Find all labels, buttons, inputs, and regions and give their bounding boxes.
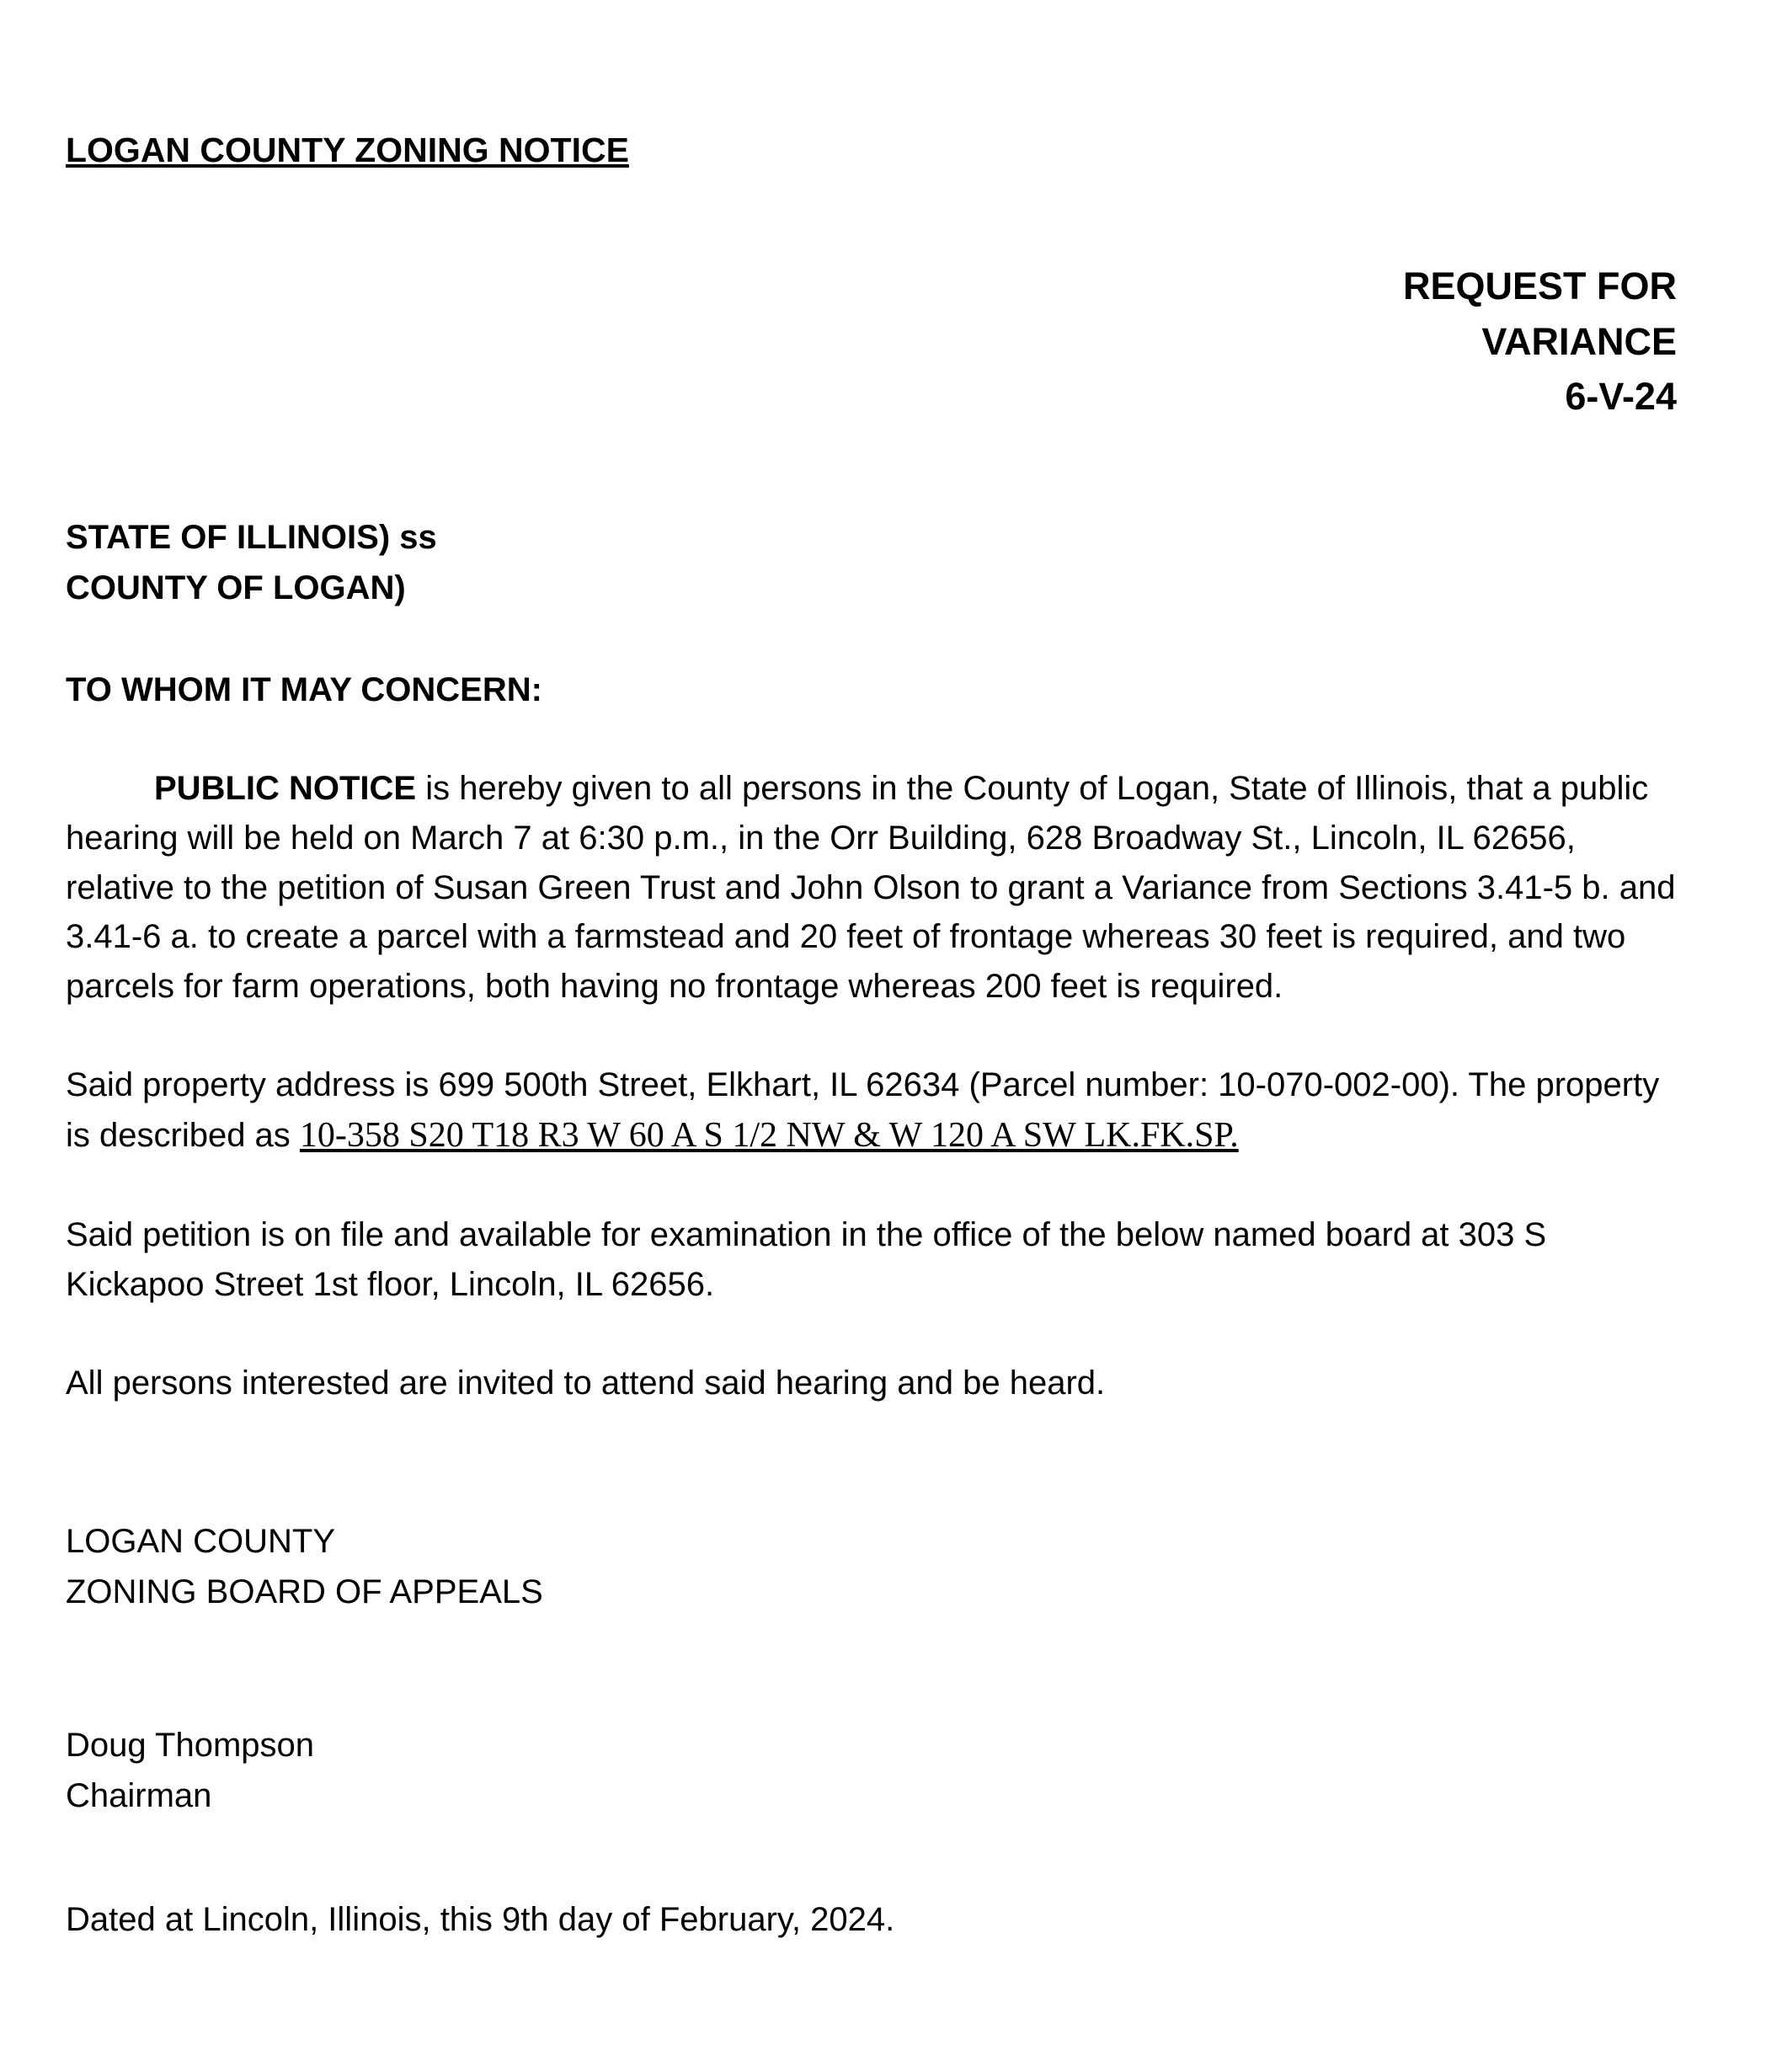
board-name-line-2: ZONING BOARD OF APPEALS <box>66 1573 543 1610</box>
property-paragraph <box>66 1060 1677 1162</box>
county-line: COUNTY OF LOGAN) <box>66 569 406 607</box>
document-title: LOGAN COUNTY ZONING NOTICE <box>66 131 629 169</box>
property-intro: Said property address is 699 500th Street, Elkhart, IL 62634 (Parcel number: 10-070-002-00). The property is described as <box>66 1065 1660 1154</box>
chairman-title: Chairman <box>66 1776 212 1814</box>
request-case-number: 6-V-24 <box>1565 374 1677 418</box>
public-notice-paragraph <box>66 764 1677 1012</box>
board-name-line-1: LOGAN COUNTY <box>66 1522 336 1560</box>
chairman-name: Doug Thompson <box>66 1726 314 1764</box>
signature-block <box>66 1720 1677 1821</box>
dated-line: Dated at Lincoln, Illinois, this 9th day of February, 2024. <box>66 1900 895 1938</box>
request-line-variance: VARIANCE <box>1481 319 1677 363</box>
venue-block <box>66 512 1677 613</box>
request-line-type: REQUEST FOR <box>1402 264 1677 308</box>
state-line: STATE OF ILLINOIS) ss <box>66 519 437 557</box>
board-block <box>66 1516 1677 1617</box>
public-notice-body: is hereby given to all persons in the County of Logan, State of Illinois, that a public hearing will be held on March 7 at 6:30 p.m., in the Orr Building, 628 Broadway St., Lincoln, IL 62656, relative to the petition of Susan Green Trust and John Olson to grant a Variance from Sections 3.41-5 b. and 3.41-6 a. to create a parcel with a farmstead and 20 feet of frontage whereas 30 feet is required, and two parcels for farm operations, both having no frontage whereas 200 feet is required. <box>66 769 1676 1006</box>
invitation-paragraph: All persons interested are invited to attend said hearing and be heard. <box>66 1364 1106 1402</box>
request-block <box>66 259 1677 424</box>
public-notice-lead: PUBLIC NOTICE <box>154 769 417 807</box>
legal-description: 10-358 S20 T18 R3 W 60 A S 1/2 NW & W 120 A SW LK.FK.SP. <box>299 1115 1239 1155</box>
salutation: TO WHOM IT MAY CONCERN: <box>66 671 542 709</box>
petition-paragraph: Said petition is on file and available for examination in the office of the below named board at 303 S Kickapoo Street 1st floor, Lincoln, IL 62656. <box>66 1216 1547 1304</box>
